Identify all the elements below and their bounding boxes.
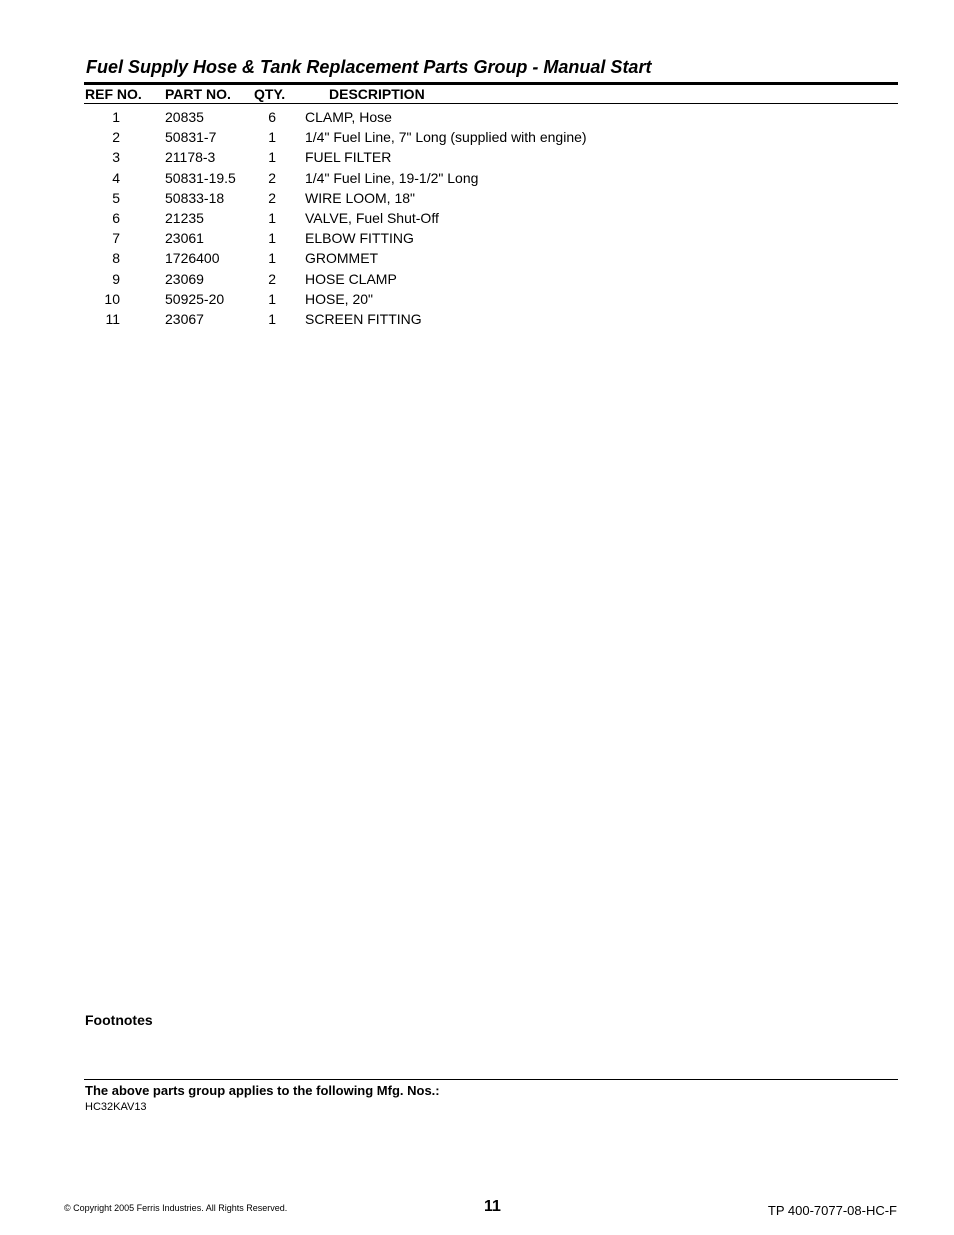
qty-cell: 1 bbox=[268, 290, 276, 307]
qty-cell: 2 bbox=[268, 270, 276, 287]
qty-cell: 1 bbox=[268, 149, 276, 166]
ref-no-cell: 4 bbox=[112, 169, 120, 186]
qty-cell: 1 bbox=[268, 310, 276, 327]
ref-no-cell: 9 bbox=[112, 270, 120, 287]
mfg-number: HC32KAV13 bbox=[85, 1101, 147, 1113]
copyright: © Copyright 2005 Ferris Industries. All Rights Reserved. bbox=[64, 1203, 288, 1213]
applies-label: The above parts group applies to the following Mfg. Nos.: bbox=[85, 1083, 440, 1098]
qty-cell: 2 bbox=[268, 189, 276, 206]
header-ref-no: REF NO. bbox=[85, 86, 142, 102]
table-row bbox=[0, 127, 954, 147]
footnotes-heading: Footnotes bbox=[85, 1012, 153, 1028]
part-no-cell: 20835 bbox=[165, 109, 204, 125]
qty-cell: 1 bbox=[268, 129, 276, 146]
part-no-cell: 1726400 bbox=[165, 250, 220, 267]
table-row bbox=[0, 208, 954, 228]
description-cell: FUEL FILTER bbox=[305, 149, 392, 166]
header-qty: QTY. bbox=[254, 86, 286, 102]
part-no-cell: 21178-3 bbox=[165, 149, 216, 166]
table-row bbox=[0, 168, 954, 188]
ref-no-cell: 10 bbox=[104, 290, 120, 307]
part-no-cell: 23067 bbox=[165, 310, 204, 327]
qty-cell: 1 bbox=[268, 230, 276, 247]
ref-no-cell: 7 bbox=[112, 230, 120, 247]
table-row bbox=[0, 107, 954, 127]
page-title: Fuel Supply Hose & Tank Replacement Parts Group - Manual Start bbox=[86, 57, 652, 77]
description-cell: 1/4" Fuel Line, 7" Long (supplied with engine) bbox=[305, 129, 587, 146]
qty-cell: 2 bbox=[268, 169, 276, 186]
header-rule bbox=[84, 103, 898, 104]
part-no-cell: 21235 bbox=[165, 209, 204, 226]
part-no-cell: 23069 bbox=[165, 270, 204, 287]
part-no-cell: 50925-20 bbox=[165, 290, 225, 307]
header-part-no: PART NO. bbox=[165, 86, 231, 102]
table-row bbox=[0, 269, 954, 289]
table-row bbox=[0, 248, 954, 268]
description-cell: 1/4" Fuel Line, 19-1/2" Long bbox=[305, 169, 479, 186]
ref-no-cell: 3 bbox=[112, 149, 120, 166]
table-row bbox=[0, 147, 954, 167]
description-cell: WIRE LOOM, 18" bbox=[305, 189, 415, 206]
parts-table bbox=[0, 107, 954, 329]
description-cell: CLAMP, Hose bbox=[305, 109, 392, 125]
qty-cell: 1 bbox=[268, 209, 276, 226]
document-number: TP 400-7077-08-HC-F bbox=[767, 1203, 897, 1218]
description-cell: SCREEN FITTING bbox=[305, 310, 422, 327]
ref-no-cell: 6 bbox=[112, 209, 120, 226]
ref-no-cell: 11 bbox=[105, 310, 120, 327]
ref-no-cell: 8 bbox=[112, 250, 120, 267]
part-no-cell: 50831-19.5 bbox=[165, 169, 236, 186]
description-cell: HOSE CLAMP bbox=[305, 270, 397, 287]
title-rule bbox=[84, 82, 898, 85]
table-row bbox=[0, 309, 954, 329]
applies-rule bbox=[84, 1079, 898, 1080]
part-no-cell: 23061 bbox=[165, 230, 204, 247]
header-description: DESCRIPTION bbox=[329, 86, 425, 102]
description-cell: GROMMET bbox=[305, 250, 379, 267]
description-cell: VALVE, Fuel Shut-Off bbox=[305, 209, 439, 226]
qty-cell: 1 bbox=[268, 250, 276, 267]
table-row bbox=[0, 228, 954, 248]
part-no-cell: 50831-7 bbox=[165, 129, 217, 146]
description-cell: ELBOW FITTING bbox=[305, 230, 414, 247]
qty-cell: 6 bbox=[268, 109, 276, 125]
description-cell: HOSE, 20" bbox=[305, 290, 373, 307]
page-number: 11 bbox=[484, 1198, 501, 1215]
ref-no-cell: 5 bbox=[112, 189, 120, 206]
ref-no-cell: 2 bbox=[112, 129, 120, 146]
part-no-cell: 50833-18 bbox=[165, 189, 225, 206]
ref-no-cell: 1 bbox=[112, 109, 120, 125]
table-row bbox=[0, 188, 954, 208]
table-row bbox=[0, 289, 954, 309]
